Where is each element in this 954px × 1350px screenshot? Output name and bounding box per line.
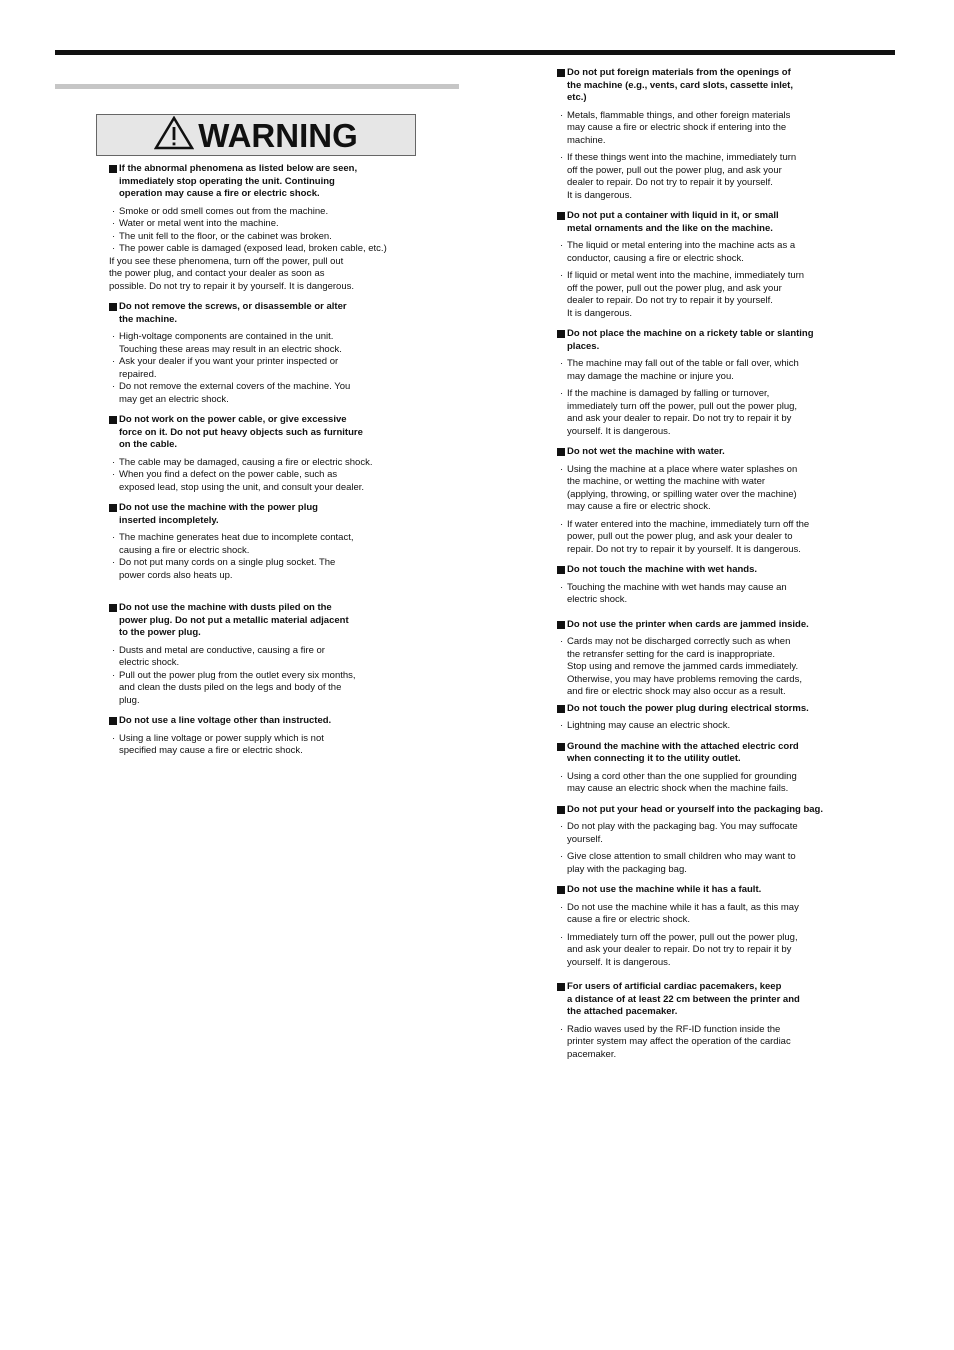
bullet-item [109,356,409,381]
bullet-square-icon [109,504,117,512]
warning-item-heading [557,741,847,766]
bullet-item [109,231,409,244]
warning-item [557,328,847,438]
bullet-dot-icon: · [560,270,564,281]
bullet-item [557,270,847,320]
note-text: If you see these phenomena, turn off the power, pull out the power plug, and contact your dealer as soon as possible. Do not try to repair it by yourself. It is dangerous. [109,255,355,292]
bullet-text: If liquid or metal went into the machine, immediately turn off the power, pull out the power plug, and ask your dealer to repair. Do not try to repair it by yourself. It is dangerous. [567,270,805,319]
bullet-square-icon [557,212,565,220]
warning-item [109,163,409,293]
warning-item [557,619,847,699]
warning-item [109,502,409,582]
right-column [557,67,847,1061]
bullet-square-icon [557,983,565,991]
bullet-list [557,902,847,970]
bullet-text: Pull out the power plug from the outlet every six months, and clean the dusts piled on the legs and body of the plug. [119,669,356,706]
warning-item-heading [109,163,409,201]
heading-text: Do not place the machine on a rickety table or slanting places. [567,328,814,352]
warning-item-heading [557,210,847,235]
bullet-dot-icon: · [112,218,116,229]
bullet-square-icon [557,448,565,456]
bullet-text: Do not remove the external covers of the machine. You may get an electric shock. [119,381,351,405]
bullet-text: The cable may be damaged, causing a fire or electric shock. [119,456,373,468]
bullet-item [109,457,409,470]
bullet-item [557,771,847,796]
warning-item [557,884,847,969]
bullet-text: The machine generates heat due to incomplete contact, causing a fire or electric shock. [119,532,354,556]
bullet-list [557,1024,847,1062]
bullet-item [557,152,847,202]
bullet-text: High-voltage components are contained in the unit. Touching these areas may result in an electric shock. [119,331,342,355]
bullet-dot-icon: · [112,230,116,242]
bullet-text: If the machine is damaged by falling or turnover, immediately turn off the power, pull out the power plug, and ask your dealer to repair. Do not try to repair it by yourself. It is dangerous. [567,388,798,437]
bullet-dot-icon: · [560,636,564,647]
bullet-list [109,206,409,256]
warning-item-heading [557,804,847,817]
bullet-dot-icon: · [560,463,564,475]
bullet-list [109,733,409,758]
warning-item-heading [557,703,847,716]
bullet-dot-icon: · [560,931,564,943]
bullet-list [557,582,847,607]
bullet-list [557,720,847,733]
bullet-text: The power cable is damaged (exposed lead, broken cable, etc.) [119,243,387,254]
warning-item [109,301,409,406]
bullet-dot-icon: · [112,356,116,367]
bullet-list [557,358,847,438]
bullet-text: Using the machine at a place where water splashes on the machine, or wetting the machine with water (applying, throwing, or spilling water over the machine) may cause a fire or electric shock. [567,463,798,512]
bullet-item [557,932,847,970]
bullet-dot-icon: · [560,770,564,782]
bullet-square-icon [557,621,565,629]
bullet-dot-icon: · [560,240,564,251]
bullet-item [557,110,847,148]
bullet-item [557,902,847,927]
bullet-dot-icon: · [560,109,564,121]
heading-text: Do not put your head or yourself into the packaging bag. [567,803,823,815]
bullet-square-icon [109,717,117,725]
bullet-item [109,243,409,256]
bullet-text: The machine may fall out of the table or fall over, which may damage the machine or injure you. [567,358,799,382]
bullet-square-icon [109,416,117,424]
heading-text: Do not use the machine with dusts piled on the power plug. Do not put a metallic material adjacent to the power plug. [119,602,349,638]
bullet-item [109,206,409,219]
bullet-dot-icon: · [112,469,116,480]
heading-text: Do not put a container with liquid in it, or small metal ornaments and the like on the machine. [567,210,779,234]
bullet-dot-icon: · [112,557,116,568]
bullet-square-icon [557,69,565,77]
bullet-text: Ask your dealer if you want your printer inspected or repaired. [119,356,339,380]
bullet-item [557,388,847,438]
bullet-text: If water entered into the machine, immediately turn off the power, pull out the power plug, and ask your dealer to repair. Do not try to repair it by yourself. It is dangerous. [567,518,810,555]
bullet-dot-icon: · [560,851,564,862]
heading-text: Do not use the machine while it has a fault. [567,884,762,895]
bullet-item [109,645,409,670]
warning-item [557,981,847,1061]
heading-text: Do not put foreign materials from the openings of the machine (e.g., vents, card slots, cassette inlet, etc.) [567,67,793,103]
bullet-square-icon [109,165,117,173]
bullet-list [109,532,409,582]
heading-text: If the abnormal phenomena as listed below are seen, immediately stop operating the unit. Continuing operation may cause a fire or electric shock. [119,163,358,199]
bullet-square-icon [557,566,565,574]
bullet-list [109,331,409,406]
heading-text: Ground the machine with the attached electric cord when connecting it to the utility outlet. [567,740,799,764]
bullet-item [557,240,847,265]
bullet-list [557,821,847,876]
bullet-item [109,557,409,582]
bullet-square-icon [109,604,117,612]
heading-text: For users of artificial cardiac pacemakers, keep a distance of at least 22 cm between the printer and the attached pacemaker. [567,981,800,1017]
bullet-item [109,733,409,758]
warning-item [557,210,847,320]
warning-banner [96,114,416,156]
bullet-text: Smoke or odd smell comes out from the machine. [119,205,329,217]
warning-item-heading [109,715,409,728]
warning-item-heading [557,446,847,459]
bullet-dot-icon: · [560,1023,564,1035]
heading-text: Do not use a line voltage other than instructed. [119,715,332,726]
bullet-dot-icon: · [560,821,564,832]
warning-item-heading [557,884,847,897]
bullet-list [109,457,409,495]
bullet-dot-icon: · [112,331,116,342]
bullet-text: Using a cord other than the one supplied for grounding may cause an electric shock when the machine fails. [567,770,797,794]
bullet-item [557,1024,847,1062]
bullet-text: Metals, flammable things, and other foreign materials may cause a fire or electric shock if entering into the machine. [567,109,791,146]
warning-title: WARNING [198,116,358,154]
heading-text: Do not touch the machine with wet hands. [567,564,758,575]
heading-text: Do not use the machine with the power plug inserted incompletely. [119,502,318,526]
warning-item [109,414,409,494]
bullet-text: When you find a defect on the power cable, such as exposed lead, stop using the unit, and consult your dealer. [119,469,365,493]
warning-item-heading [557,981,847,1019]
bullet-list [557,636,847,699]
bullet-list [557,771,847,796]
warning-item-heading [557,328,847,353]
warning-item [109,715,409,758]
bullet-dot-icon: · [560,518,564,530]
bullet-dot-icon: · [560,358,564,369]
bullet-text: The unit fell to the floor, or the cabinet was broken. [119,230,332,242]
warning-item [557,804,847,877]
bullet-text: Do not play with the packaging bag. You may suffocate yourself. [567,821,798,845]
bullet-dot-icon: · [112,381,116,392]
bullet-item [109,469,409,494]
bullet-dot-icon: · [112,243,116,254]
bullet-item [109,381,409,406]
warning-item [109,602,409,707]
bullet-text: Touching the machine with wet hands may cause an electric shock. [567,581,787,605]
warning-item-heading [109,502,409,527]
bullet-item [557,851,847,876]
bullet-text: Immediately turn off the power, pull out the power plug, and ask your dealer to repair. Do not try to repair it by yourself. It is dangerous. [567,931,798,968]
warning-item-heading [109,602,409,640]
bullet-dot-icon: · [560,388,564,399]
bullet-item [557,582,847,607]
bullet-dot-icon: · [112,732,116,744]
warning-triangle-icon [154,116,194,155]
section-rule [55,84,459,89]
bullet-list [557,464,847,557]
bullet-square-icon [557,705,565,713]
bullet-text: Radio waves used by the RF-ID function inside the printer system may affect the operation of the cardiac pacemaker. [567,1023,791,1060]
bullet-text: Dusts and metal are conductive, causing a fire or electric shock. [119,644,325,668]
bullet-list [557,110,847,203]
bullet-item [557,821,847,846]
bullet-item [557,720,847,733]
bullet-list [557,240,847,320]
warning-item [557,446,847,556]
heading-text: Do not remove the screws, or disassemble or alter the machine. [119,301,347,325]
bullet-item [109,331,409,356]
warning-item-heading [109,301,409,326]
bullet-square-icon [109,303,117,311]
bullet-text: Do not use the machine while it has a fault, as this may cause a fire or electric shock. [567,901,799,925]
bullet-item [109,218,409,231]
bullet-square-icon [557,806,565,814]
warning-item-heading [557,619,847,632]
warning-item [557,703,847,733]
bullet-item [557,464,847,514]
bullet-dot-icon: · [560,152,564,163]
bullet-text: Lightning may cause an electric shock. [567,720,731,731]
heading-text: Do not touch the power plug during electrical storms. [567,702,809,714]
bullet-item [557,636,847,699]
bullet-item [557,358,847,383]
warning-item [557,564,847,607]
bullet-square-icon [557,743,565,751]
bullet-dot-icon: · [112,456,116,468]
bullet-dot-icon: · [112,669,116,681]
warning-item-heading [109,414,409,452]
bullet-text: Cards may not be discharged correctly such as when the retransfer setting for the card is inappropriate. Stop using and remove the jammed cards immediately. Otherwise, you may have problems removing the cards, and fire or electric shock may also occur as a result. [567,636,802,697]
bullet-text: Using a line voltage or power supply which is not specified may cause a fire or electric shock. [119,732,324,756]
warning-item [557,741,847,796]
bullet-text: Water or metal went into the machine. [119,218,279,229]
bullet-square-icon [557,330,565,338]
bullet-dot-icon: · [560,720,564,731]
bullet-list [109,645,409,708]
bullet-dot-icon: · [560,581,564,593]
top-rule [55,50,895,55]
bullet-dot-icon: · [112,532,116,543]
bullet-text: Do not put many cords on a single plug socket. The power cords also heats up. [119,557,336,581]
heading-text: Do not work on the power cable, or give excessive force on it. Do not put heavy objects such as furniture on the cable. [119,414,363,450]
warning-item [557,67,847,202]
bullet-dot-icon: · [112,644,116,656]
bullet-square-icon [557,886,565,894]
bullet-item [557,519,847,557]
heading-text: Do not wet the machine with water. [567,446,725,457]
bullet-dot-icon: · [112,205,116,217]
bullet-item [109,532,409,557]
heading-text: Do not use the printer when cards are jammed inside. [567,618,809,630]
bullet-dot-icon: · [560,901,564,913]
bullet-item [109,670,409,708]
left-column [109,163,409,758]
bullet-text: The liquid or metal entering into the machine acts as a conductor, causing a fire or electric shock. [567,240,796,264]
warning-item-heading [557,564,847,577]
bullet-text: Give close attention to small children who may want to play with the packaging bag. [567,851,796,875]
bullet-text: If these things went into the machine, immediately turn off the power, pull out the power plug, and ask your dealer to repair. Do not try to repair it by yourself. It is dangerous. [567,152,797,201]
warning-item-heading [557,67,847,105]
